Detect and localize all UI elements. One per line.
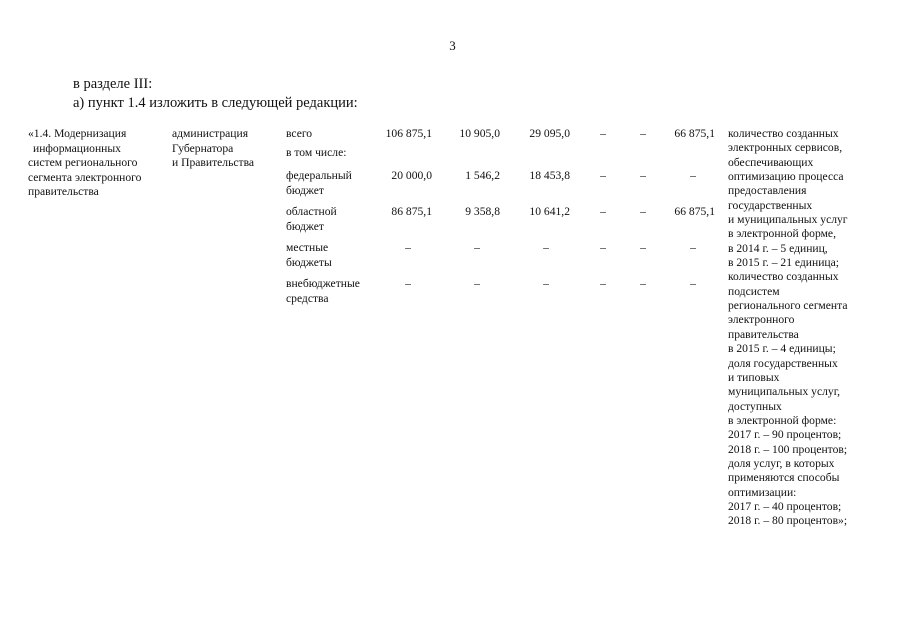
indicator-line: электронных сервисов, [728, 141, 843, 155]
indicator-line: оптимизации: [728, 485, 797, 499]
executor-line-1: администрация [172, 127, 249, 140]
extrabudget-sum: – [405, 277, 411, 290]
federal-sum: 20 000,0 [391, 169, 432, 182]
indicator-line: регионального сегмента [728, 299, 848, 313]
federal-year-1: 1 546,2 [465, 169, 500, 182]
indicator-line: доля государственных [728, 356, 838, 370]
indicator-line: в электронной форме, [728, 227, 836, 241]
local-sum: – [405, 241, 411, 254]
federal-year-4: – [640, 169, 646, 182]
regional-year-1: 9 358,8 [465, 205, 500, 218]
row-label-federal-1: федеральный [286, 169, 352, 182]
item-title-line-2: информационных [33, 141, 121, 155]
page-number: 3 [449, 38, 456, 53]
item-title-line-4: сегмента электронного [28, 170, 142, 184]
regional-year-3: – [600, 205, 606, 218]
total-year-2: 29 095,0 [529, 127, 570, 140]
total-year-5: 66 875,1 [674, 127, 715, 140]
executor-line-3: и Правительства [172, 156, 255, 169]
indicator-line: государственных [728, 198, 813, 212]
extrabudget-year-4: – [640, 277, 646, 290]
total-year-1: 10 905,0 [459, 127, 500, 140]
indicator-line: предоставления [728, 184, 807, 198]
indicator-line: в 2014 г. – 5 единиц, [728, 241, 828, 255]
extrabudget-year-3: – [600, 277, 606, 290]
extrabudget-year-2: – [543, 277, 549, 290]
total-year-3: – [600, 127, 606, 140]
regional-year-2: 10 641,2 [529, 205, 570, 218]
total-sum: 106 875,1 [385, 127, 432, 140]
local-year-4: – [640, 241, 646, 254]
total-year-4: – [640, 127, 646, 140]
regional-year-4: – [640, 205, 646, 218]
indicator-line: применяются способы [728, 471, 840, 485]
indicator-line: 2017 г. – 90 процентов; [728, 428, 842, 442]
indicator-line: в электронной форме: [728, 413, 837, 427]
regional-sum: 86 875,1 [391, 205, 432, 218]
local-year-3: – [600, 241, 606, 254]
row-label-regional-1: областной [286, 205, 337, 218]
executor-line-2: Губернатора [172, 141, 234, 155]
indicator-line: количество созданных [728, 127, 839, 140]
amendment-line: а) пункт 1.4 изложить в следующей редакции: [73, 95, 358, 111]
item-title-line-1: «1.4. Модернизация [28, 127, 127, 140]
indicator-line: 2018 г. – 80 процентов»; [728, 514, 848, 528]
extrabudget-year-1: – [474, 277, 480, 290]
indicator-line: обеспечивающих [728, 155, 814, 169]
row-label-including: в том числе: [286, 146, 347, 159]
row-label-total: всего [286, 127, 313, 140]
extrabudget-year-5: – [690, 277, 696, 290]
row-label-local-1: местные [286, 241, 329, 254]
indicator-line: доступных [728, 399, 782, 413]
row-label-local-2: бюджеты [286, 255, 332, 269]
indicator-line: и муниципальных услуг [728, 213, 848, 227]
item-title-line-5: правительства [28, 185, 99, 198]
indicator-line: количество созданных [728, 270, 839, 284]
indicator-line: правительства [728, 327, 799, 341]
local-year-5: – [690, 241, 696, 254]
local-year-2: – [543, 241, 549, 254]
indicators-column [728, 127, 848, 529]
row-label-regional-2: бюджет [286, 219, 324, 233]
indicator-line: муниципальных услуг, [728, 385, 841, 399]
indicator-line: 2017 г. – 40 процентов; [728, 499, 842, 513]
section-heading: в разделе III: [73, 76, 153, 92]
indicator-line: подсистем [728, 284, 780, 298]
federal-year-2: 18 453,8 [529, 169, 570, 182]
item-title-line-3: систем регионального [28, 156, 138, 169]
row-label-federal-2: бюджет [286, 183, 324, 197]
row-label-extrabudget-2: средства [286, 291, 329, 305]
indicator-line: в 2015 г. – 21 единица; [728, 256, 839, 270]
indicator-line: в 2015 г. – 4 единицы; [728, 342, 836, 356]
indicator-line: 2018 г. – 100 процентов; [728, 442, 848, 456]
indicator-line: доля услуг, в которых [728, 456, 835, 470]
regional-year-5: 66 875,1 [674, 205, 715, 218]
local-year-1: – [474, 241, 480, 254]
federal-year-3: – [600, 169, 606, 182]
indicator-line: оптимизацию процесса [728, 170, 844, 184]
indicator-line: электронного [728, 313, 795, 327]
federal-year-5: – [690, 169, 696, 182]
row-label-extrabudget-1: внебюджетные [286, 277, 360, 290]
indicator-line: и типовых [728, 370, 780, 384]
